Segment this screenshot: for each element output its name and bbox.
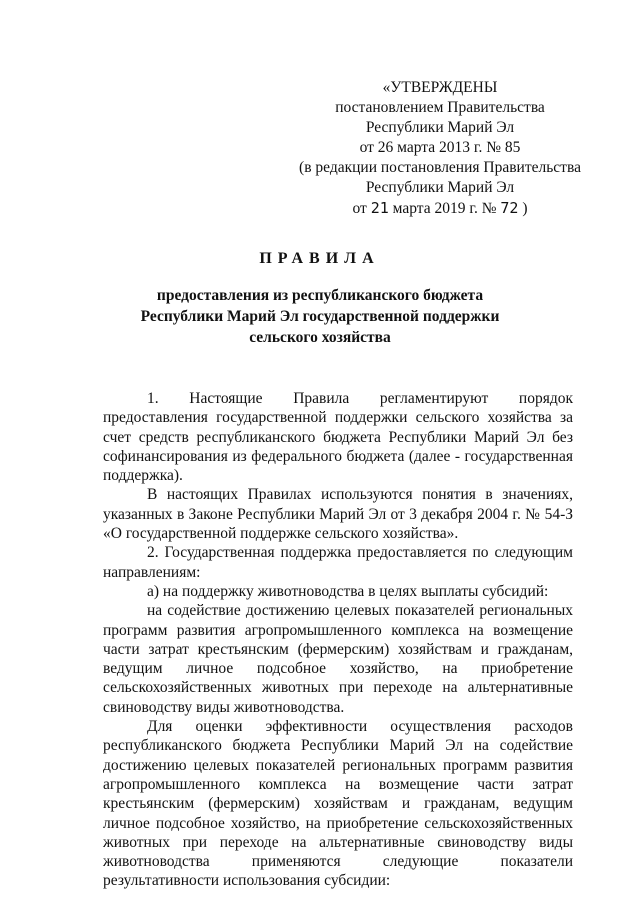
paragraph-5: на содействие достижению целевых показателей региональных программ развития агропромышленного комплекса на возмещение части затрат крестьянским (фермерским) хозяйствам и гражданам, ведущим личное подсобное хозяйство, на приобретение сельскохозяйственных животных при переходе на альтернативные свиноводству виды животноводства. (103, 602, 573, 716)
approval-edition-republic-line: Республики Марий Эл (365, 179, 515, 196)
edition-date-prefix: от (352, 200, 371, 217)
subtitle-line-1: предоставления из республиканского бюджета (156, 287, 484, 304)
approval-edition-line: (в редакции постановления Правительства (299, 159, 581, 176)
paragraph-3: 2. Государственная поддержка предоставляется по следующим направлениям: (103, 544, 573, 581)
subtitle-line-3: сельского хозяйства (249, 329, 391, 346)
document-body (103, 389, 573, 891)
subtitle-line-2: Республики Марий Эл государственной поддержки (140, 308, 500, 325)
approval-edition-date-line (290, 198, 590, 219)
paragraph-2: В настоящих Правилах используются понятия в значениях, указанных в Законе Республики Марий Эл от 3 декабря 2004 г. № 54-З «О государственной поддержке сельского хозяйства». (103, 486, 573, 543)
document-title: ПРАВИЛА (259, 250, 380, 267)
paragraph-4: а) на поддержку животноводства в целях выплаты субсидий: (147, 582, 549, 600)
approval-republic-line: Республики Марий Эл (365, 119, 515, 136)
edition-date-middle: марта 2019 г. № (388, 200, 501, 217)
approval-heading: «УТВЕРЖДЕНЫ (382, 79, 498, 96)
approval-block (290, 78, 590, 219)
edition-number: 72 (500, 199, 519, 217)
document-subtitle (100, 285, 540, 348)
edition-day: 21 (370, 199, 389, 217)
paragraph-1: 1. Настоящие Правила регламентируют порядок предоставления государственной поддержки сельского хозяйства за счет средств республиканского бюджета Республики Марий Эл без софинансирования из федерального бюджета (далее - государственная поддержка). (103, 390, 573, 485)
edition-date-suffix: ) (518, 200, 528, 217)
paragraph-6: Для оценки эффективности осуществления расходов республиканского бюджета Республики Марий Эл на содействие достижению целевых показателей региональных программ развития агропромышленного комплекса на возмещение части затрат крестьянским (фермерским) хозяйствам и гражданам, ведущим личное подсобное хозяйство, на приобретение сельскохозяйственных животных при переходе на альтернативные свиноводству виды животноводства применяются следующие показатели результативности использования субсидии: (103, 718, 573, 890)
approval-date-line: от 26 марта 2013 г. № 85 (359, 139, 521, 156)
approval-decree-line: постановлением Правительства (335, 99, 545, 116)
